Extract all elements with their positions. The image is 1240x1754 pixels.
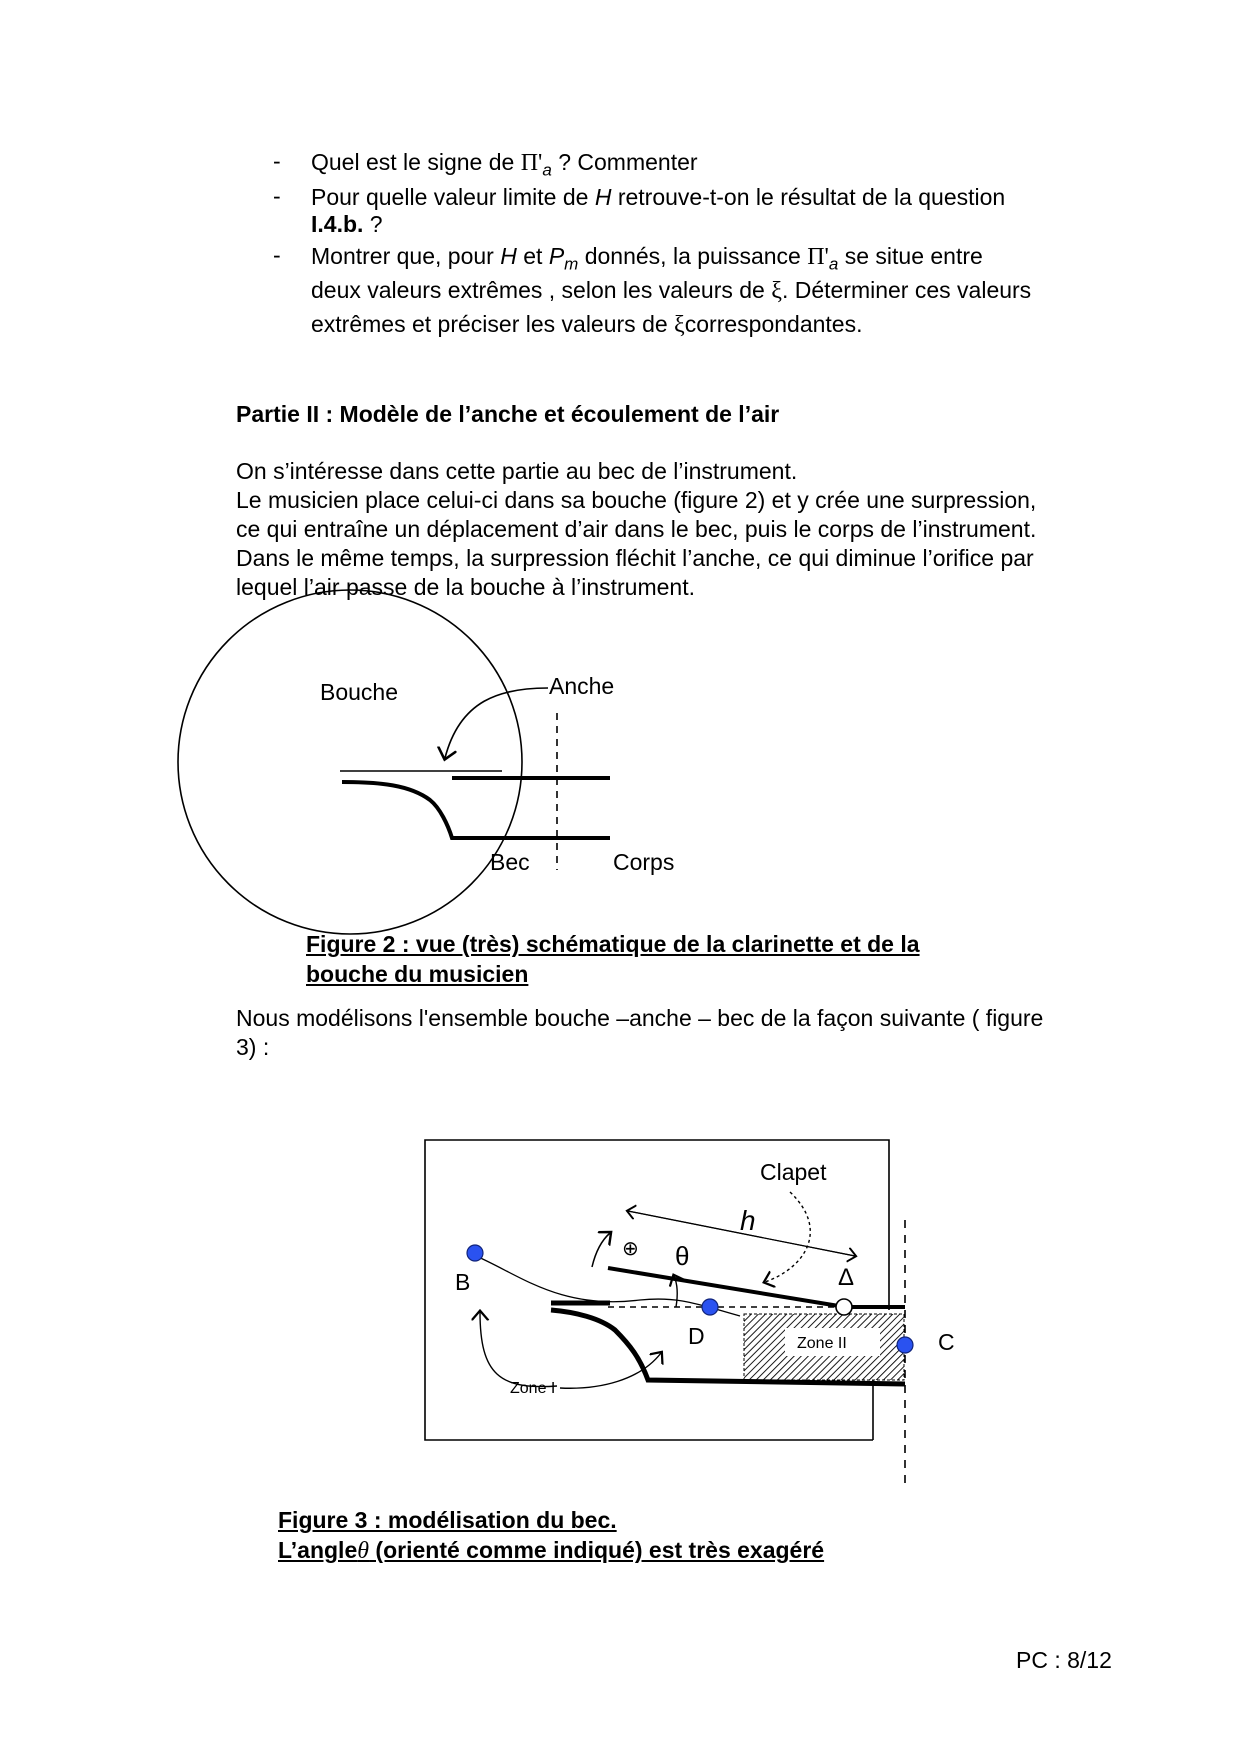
model-paragraph-line: Nous modélisons l'ensemble bouche –anche – bec de la façon suivante ( figure xyxy=(236,1005,1044,1031)
point-c xyxy=(897,1337,913,1353)
label-b: B xyxy=(455,1269,471,1295)
clapet-arrow xyxy=(765,1192,810,1282)
bullet-3: Montrer que, pour H et $P_m$ donnés, la puissance $\Pi'_a$ se situe entre xyxy=(311,243,983,274)
intro-line: lequel l’air passe de la bouche à l’instrument. xyxy=(236,574,695,600)
clapet-line xyxy=(608,1268,845,1307)
mouthpiece-curve xyxy=(342,782,610,838)
point-d xyxy=(702,1299,718,1315)
bullet-3-line2: deux valeurs extrêmes , selon les valeurs de ξ. Déterminer ces valeurs xyxy=(311,277,1032,304)
bullet-2: Pour quelle valeur limite de H retrouve-t-on le résultat de la question xyxy=(311,184,1006,210)
figure3-caption-line2: L’angleθ (orienté comme indiqué) est très exagéré xyxy=(278,1537,825,1564)
page-footer: PC : 8/12 xyxy=(1016,1647,1112,1673)
section-title: Partie II : Modèle de l’anche et écoulement de l’air xyxy=(236,401,780,427)
label-delta: Δ xyxy=(838,1264,855,1291)
intro-line: On s’intéresse dans cette partie au bec de l’instrument. xyxy=(236,458,798,484)
label-bouche: Bouche xyxy=(320,679,399,705)
pivot-delta xyxy=(836,1299,852,1315)
bullet-dash: - xyxy=(273,148,281,174)
label-clapet: Clapet xyxy=(760,1159,827,1185)
model-paragraph-line: 3) : xyxy=(236,1034,270,1060)
zone1-arrow-left xyxy=(480,1312,557,1387)
label-zone2: Zone II xyxy=(797,1335,847,1352)
fig3-box xyxy=(425,1140,889,1440)
point-b xyxy=(467,1245,483,1261)
bullet-dash: - xyxy=(273,183,281,209)
intro-line: Le musicien place celui-ci dans sa bouche (figure 2) et y crée une surpression, xyxy=(236,487,1037,513)
intro-line: Dans le même temps, la surpression fléchit l’anche, ce qui diminue l’orifice par xyxy=(236,545,1034,571)
bullet-2-line2: I.4.b. ? xyxy=(311,211,383,237)
rotation-arrow xyxy=(592,1233,610,1267)
label-bec: Bec xyxy=(490,849,530,875)
bullet-3-line3: extrêmes et préciser les valeurs de ξcorrespondantes. xyxy=(311,311,863,338)
intro-line: ce qui entraîne un déplacement d’air dans le bec, puis le corps de l’instrument. xyxy=(236,516,1037,542)
label-theta: θ xyxy=(675,1241,690,1271)
label-anche: Anche xyxy=(549,673,615,699)
label-d: D xyxy=(688,1323,705,1349)
label-oplus: ⊕ xyxy=(622,1238,639,1260)
bullet-1: Quel est le signe de $\Pi'_a$ ? Commenter xyxy=(311,149,698,180)
anche-arrow xyxy=(445,688,548,758)
figure3-caption-line1: Figure 3 : modélisation du bec. xyxy=(278,1507,617,1533)
label-zone1: Zone I xyxy=(510,1380,556,1397)
label-h: h xyxy=(740,1205,756,1236)
label-c: C xyxy=(938,1329,955,1355)
bullet-dash: - xyxy=(273,242,281,268)
figure2-caption-line2: bouche du musicien xyxy=(306,961,529,987)
label-corps: Corps xyxy=(613,849,675,875)
figure2-caption-line1: Figure 2 : vue (très) schématique de la clarinette et de la xyxy=(306,931,920,957)
mouth-circle xyxy=(178,590,522,934)
